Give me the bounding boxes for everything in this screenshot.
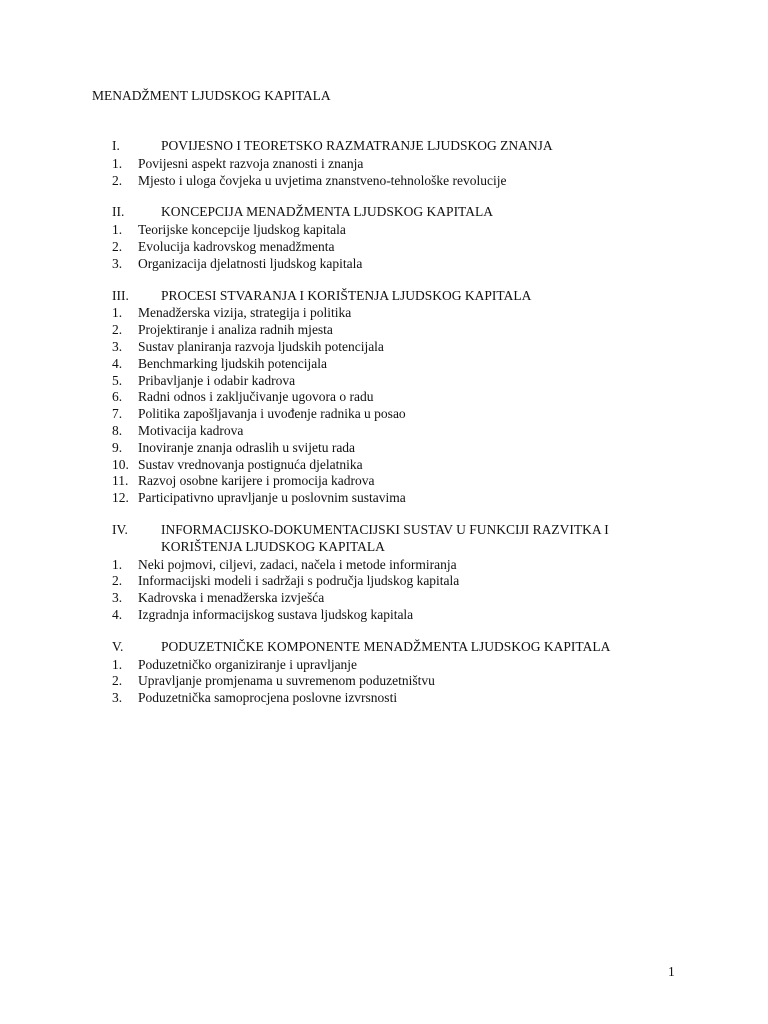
list-item-number: 2. bbox=[112, 238, 123, 254]
list-item-text: Informacijski modeli i sadržaji s područja ljudskog kapitala bbox=[138, 573, 460, 589]
list-item bbox=[112, 339, 692, 356]
list-item-number: 3. bbox=[112, 255, 123, 271]
section-heading bbox=[112, 288, 692, 305]
list-item-number: 1. bbox=[112, 305, 123, 321]
list-item bbox=[112, 156, 692, 173]
list-item-text: Kadrovska i menadžerska izvješća bbox=[138, 590, 325, 606]
list-item-text: Poduzetničko organiziranje i upravljanje bbox=[138, 656, 358, 672]
list-item-text: Participativno upravljanje u poslovnim sustavima bbox=[138, 490, 406, 506]
list-item-text: Evolucija kadrovskog menadžmenta bbox=[138, 238, 335, 254]
list-item-text: Poduzetnička samoprocjena poslovne izvrsnosti bbox=[138, 690, 398, 706]
table-of-contents bbox=[112, 138, 692, 722]
list-item-text: Menadžerska vizija, strategija i politika bbox=[138, 305, 352, 321]
list-item-text: Sustav planiranja razvoja ljudskih potencijala bbox=[138, 338, 384, 354]
section-title: PROCESI STVARANJA I KORIŠTENJA LJUDSKOG KAPITALA bbox=[161, 287, 532, 303]
list-item-number: 2. bbox=[112, 322, 123, 338]
list-item-number: 5. bbox=[112, 372, 123, 388]
list-item bbox=[112, 490, 692, 507]
list-item bbox=[112, 322, 692, 339]
list-item-number: 4. bbox=[112, 606, 123, 622]
section-heading bbox=[112, 204, 692, 221]
list-item-text: Projektiranje i analiza radnih mjesta bbox=[138, 322, 333, 338]
list-item-number: 1. bbox=[112, 222, 123, 238]
list-item-number: 2. bbox=[112, 573, 123, 589]
list-item-number: 7. bbox=[112, 406, 123, 422]
list-item-number: 9. bbox=[112, 439, 123, 455]
list-item-number: 3. bbox=[112, 690, 123, 706]
section bbox=[112, 288, 692, 507]
list-item bbox=[112, 607, 692, 624]
section-heading bbox=[112, 639, 692, 656]
list-item bbox=[112, 389, 692, 406]
list-item bbox=[112, 305, 692, 322]
list-item-text: Benchmarking ljudskih potencijala bbox=[138, 355, 327, 371]
list-item-number: 8. bbox=[112, 422, 123, 438]
list-item-number: 4. bbox=[112, 355, 123, 371]
list-item-number: 11. bbox=[112, 473, 129, 489]
section-numeral: IV. bbox=[112, 521, 128, 537]
section-numeral: III. bbox=[112, 287, 129, 303]
section bbox=[112, 138, 692, 189]
list-item bbox=[112, 457, 692, 474]
section-title: POVIJESNO I TEORETSKO RAZMATRANJE LJUDSKOG ZNANJA bbox=[161, 138, 553, 153]
list-item-text: Sustav vrednovanja postignuća djelatnika bbox=[138, 456, 363, 472]
list-item-text: Teorijske koncepcije ljudskog kapitala bbox=[138, 222, 346, 238]
list-item bbox=[112, 573, 692, 590]
list-item-number: 2. bbox=[112, 673, 123, 689]
list-item bbox=[112, 173, 692, 190]
list-item bbox=[112, 590, 692, 607]
list-item bbox=[112, 673, 692, 690]
section-title: KONCEPCIJA MENADŽMENTA LJUDSKOG KAPITALA bbox=[161, 204, 493, 220]
section bbox=[112, 639, 692, 707]
list-item-text: Mjesto i uloga čovjeka u uvjetima znanstveno-tehnološke revolucije bbox=[138, 172, 507, 188]
list-item-number: 1. bbox=[112, 155, 123, 171]
list-item-number: 1. bbox=[112, 656, 123, 672]
list-item-text: Politika zapošljavanja i uvođenje radnika u posao bbox=[138, 406, 406, 422]
section-numeral: II. bbox=[112, 204, 125, 220]
list-item-number: 3. bbox=[112, 338, 123, 354]
list-item-number: 10. bbox=[112, 456, 129, 472]
list-item bbox=[112, 222, 692, 239]
list-item bbox=[112, 657, 692, 674]
list-item bbox=[112, 373, 692, 390]
list-item-text: Izgradnja informacijskog sustava ljudskog kapitala bbox=[138, 606, 414, 622]
list-item-text: Organizacija djelatnosti ljudskog kapitala bbox=[138, 255, 363, 271]
list-item-text: Neki pojmovi, ciljevi, zadaci, načela i metode informiranja bbox=[138, 556, 457, 572]
list-item-number: 12. bbox=[112, 490, 129, 506]
list-item bbox=[112, 239, 692, 256]
document-title: MENADŽMENT LJUDSKOG KAPITALA bbox=[92, 88, 331, 103]
list-item-text: Upravljanje promjenama u suvremenom poduzetništvu bbox=[138, 673, 435, 689]
list-item-text: Inoviranje znanja odraslih u svijetu rada bbox=[138, 439, 356, 455]
list-item-text: Povijesni aspekt razvoja znanosti i znanja bbox=[138, 155, 364, 171]
page-number: 1 bbox=[668, 964, 675, 979]
section bbox=[112, 522, 692, 624]
list-item bbox=[112, 690, 692, 707]
section-heading bbox=[112, 522, 692, 556]
section-numeral: V. bbox=[112, 638, 124, 654]
section bbox=[112, 204, 692, 272]
list-item-number: 1. bbox=[112, 556, 123, 572]
list-item-number: 3. bbox=[112, 590, 123, 606]
list-item bbox=[112, 473, 692, 490]
section-heading bbox=[112, 138, 692, 155]
list-item-text: Pribavljanje i odabir kadrova bbox=[138, 372, 296, 388]
list-item bbox=[112, 557, 692, 574]
list-item-number: 6. bbox=[112, 389, 123, 405]
list-item-text: Razvoj osobne karijere i promocija kadrova bbox=[138, 473, 375, 489]
list-item bbox=[112, 423, 692, 440]
list-item bbox=[112, 440, 692, 457]
section-numeral: I. bbox=[112, 138, 120, 153]
list-item bbox=[112, 256, 692, 273]
list-item bbox=[112, 406, 692, 423]
list-item-number: 2. bbox=[112, 172, 123, 188]
section-title: PODUZETNIČKE KOMPONENTE MENADŽMENTA LJUDSKOG KAPITALA bbox=[161, 638, 611, 654]
section-title: INFORMACIJSKO-DOKUMENTACIJSKI SUSTAV U FUNKCIJI RAZVITKA I KORIŠTENJA LJUDSKOG KAPITALA bbox=[161, 521, 609, 554]
list-item-text: Radni odnos i zaključivanje ugovora o radu bbox=[138, 389, 374, 405]
list-item-text: Motivacija kadrova bbox=[138, 422, 244, 438]
list-item bbox=[112, 356, 692, 373]
